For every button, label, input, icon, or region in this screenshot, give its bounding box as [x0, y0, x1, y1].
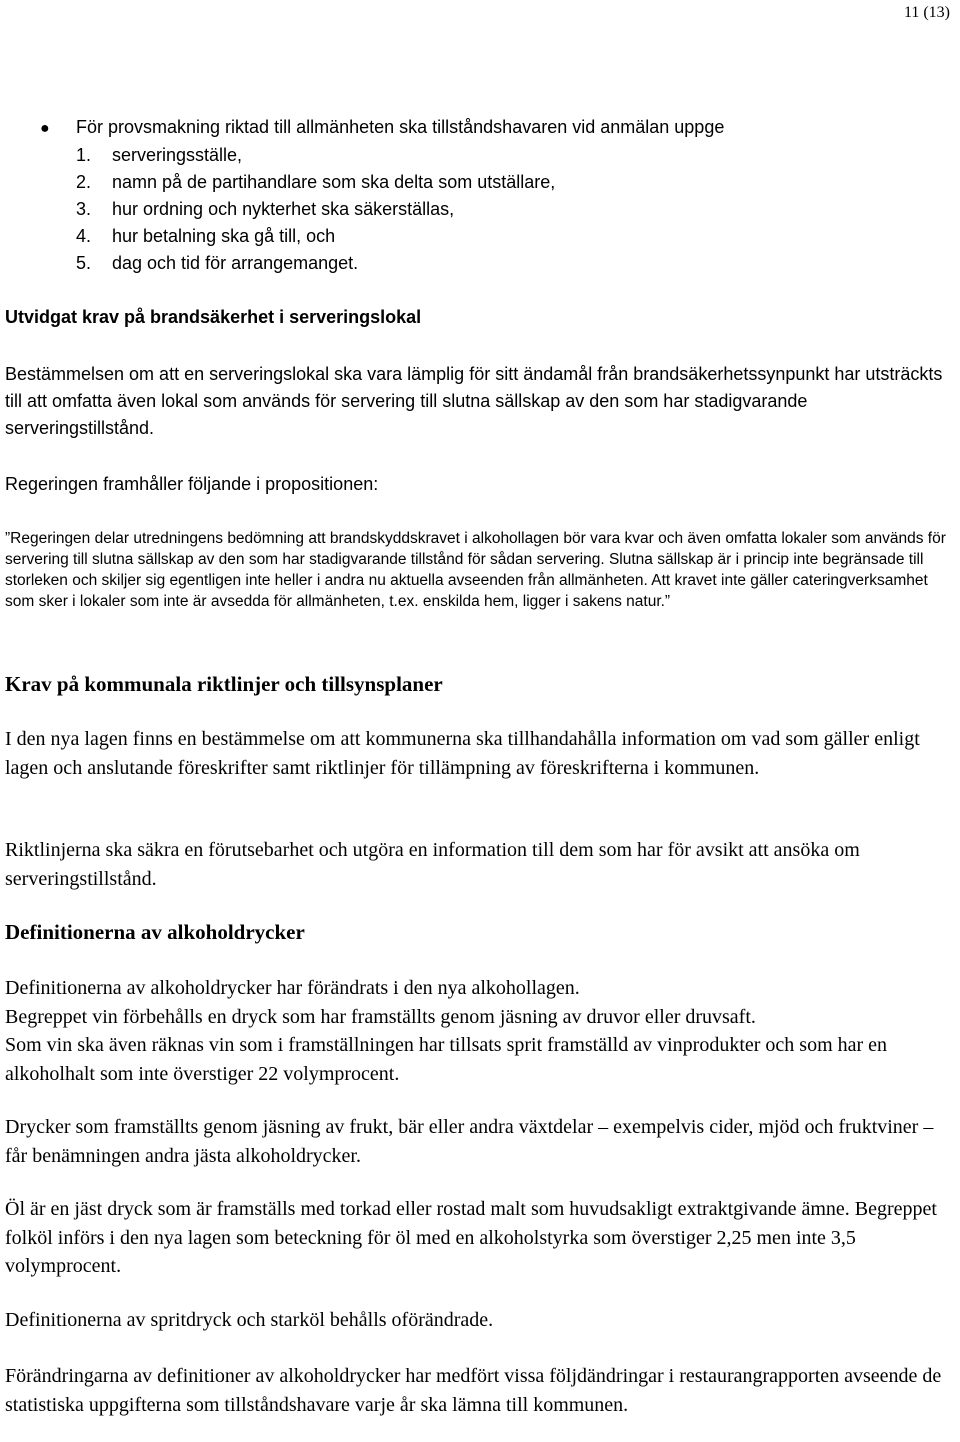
definitioner-body	[5, 974, 955, 1088]
list-item	[76, 250, 940, 277]
list-item	[76, 142, 940, 169]
bullet-item	[40, 114, 940, 142]
definitioner-section	[5, 920, 955, 945]
definitioner-body-2	[5, 1113, 955, 1170]
paragraph: Bestämmelsen om att en serveringslokal ska vara lämplig för sitt ändamål från brandsäkerhetssynpunkt har utsträckts till att omfatta även lokal som används för servering till slutna sällskap av den som har stadigvarande serveringstillstånd.	[5, 364, 943, 438]
list-item-text: hur betalning ska gå till, och	[112, 226, 336, 246]
definitioner-body-5	[5, 1362, 955, 1419]
section-heading: Utvidgat krav på brandsäkerhet i serveringslokal	[5, 307, 422, 327]
paragraph: Riktlinjerna ska säkra en förutsebarhet och utgöra en information till dem som har för avsikt att ansöka om serveringstillstånd.	[5, 839, 860, 890]
list-item-text: serveringsställe,	[112, 145, 243, 165]
list-item	[76, 169, 940, 196]
quote-text: ”Regeringen delar utredningens bedömning att brandskyddskravet i alkohollagen bör vara kvar och även omfatta lokaler som används för servering till slutna sällskap av den som har stadigvarande tillstånd för sådan servering. Slutna sällskap är i princip inte begränsade till storleken och skiljer sig egentligen inte heller i andra nu aktuella avseenden från allmänheten. Att kravet inte gäller cateringverksamhet som sker i lokaler som inte är avsedda för allmänheten, t.ex. enskilda hem, ligger i sakens natur.”	[5, 530, 946, 610]
paragraph: Regeringen framhåller följande i propositionen:	[5, 474, 379, 494]
list-item-number: 4.	[76, 226, 92, 246]
section-heading: Definitionerna av alkoholdrycker	[5, 920, 305, 944]
page-number: 11 (13)	[903, 4, 950, 21]
brandsakerhet-body	[5, 361, 955, 442]
paragraph-line: Definitionerna av alkoholdrycker har förändrats i den nya alkohollagen.	[5, 977, 580, 999]
riktlinjer-section	[5, 672, 955, 697]
list-item-number: 1.	[76, 145, 92, 165]
paragraph-line: Som vin ska även räknas vin som i framställningen har tillsats sprit framställd av vinprodukter och som har en alkoholhalt som inte överstiger 22 volymprocent.	[5, 1034, 888, 1085]
brandsakerhet-section	[5, 307, 955, 328]
provsmakning-intro: För provsmakning riktad till allmänheten ska tillståndshavaren vid anmälan uppge	[76, 117, 725, 137]
paragraph: Definitionerna av spritdryck och starköl behålls oförändrade.	[5, 1309, 494, 1331]
numbered-list	[76, 142, 940, 277]
paragraph-line: Begreppet vin förbehålls en dryck som har framställts genom jäsning av druvor eller druvsaft.	[5, 1005, 756, 1028]
provsmakning-list	[40, 114, 940, 277]
list-item-number: 3.	[76, 199, 92, 219]
riktlinjer-body	[5, 725, 955, 782]
definitioner-body-4	[5, 1306, 955, 1335]
list-item	[76, 196, 940, 223]
list-item-text: dag och tid för arrangemanget.	[112, 253, 359, 273]
definitioner-body-3	[5, 1195, 955, 1281]
list-item-text: namn på de partihandlare som ska delta som utställare,	[112, 172, 556, 192]
section-heading: Krav på kommunala riktlinjer och tillsynsplaner	[5, 672, 443, 696]
proposition-quote	[5, 528, 955, 612]
paragraph: Drycker som framställts genom jäsning av frukt, bär eller andra växtdelar – exempelvis cider, mjöd och fruktviner – får benämningen andra jästa alkoholdrycker.	[5, 1116, 934, 1167]
riktlinjer-body-2	[5, 836, 955, 893]
list-item-text: hur ordning och nykterhet ska säkerställas,	[112, 199, 455, 219]
brandsakerhet-intro	[5, 471, 955, 498]
bullet-icon: ●	[40, 120, 50, 137]
paragraph: I den nya lagen finns en bestämmelse om att kommunerna ska tillhandahålla information om vad som gäller enligt lagen och anslutande föreskrifter samt riktlinjer för tillämpning av föreskrifterna i kommunen.	[5, 728, 920, 779]
paragraph: Förändringarna av definitioner av alkoholdrycker har medfört vissa följdändringar i restaurangrapporten avseende de statistiska uppgifterna som tillståndshavare varje år ska lämna till kommunen.	[5, 1365, 942, 1416]
list-item-number: 2.	[76, 172, 92, 192]
list-item	[76, 223, 940, 250]
list-item-number: 5.	[76, 253, 92, 273]
paragraph: Öl är en jäst dryck som är framställs med torkad eller rostad malt som huvudsakligt extraktgivande ämne. Begreppet folköl införs i den nya lagen som beteckning för öl med en alkoholstyrka som överstiger 2,25 men inte 3,5 volymprocent.	[5, 1198, 937, 1277]
